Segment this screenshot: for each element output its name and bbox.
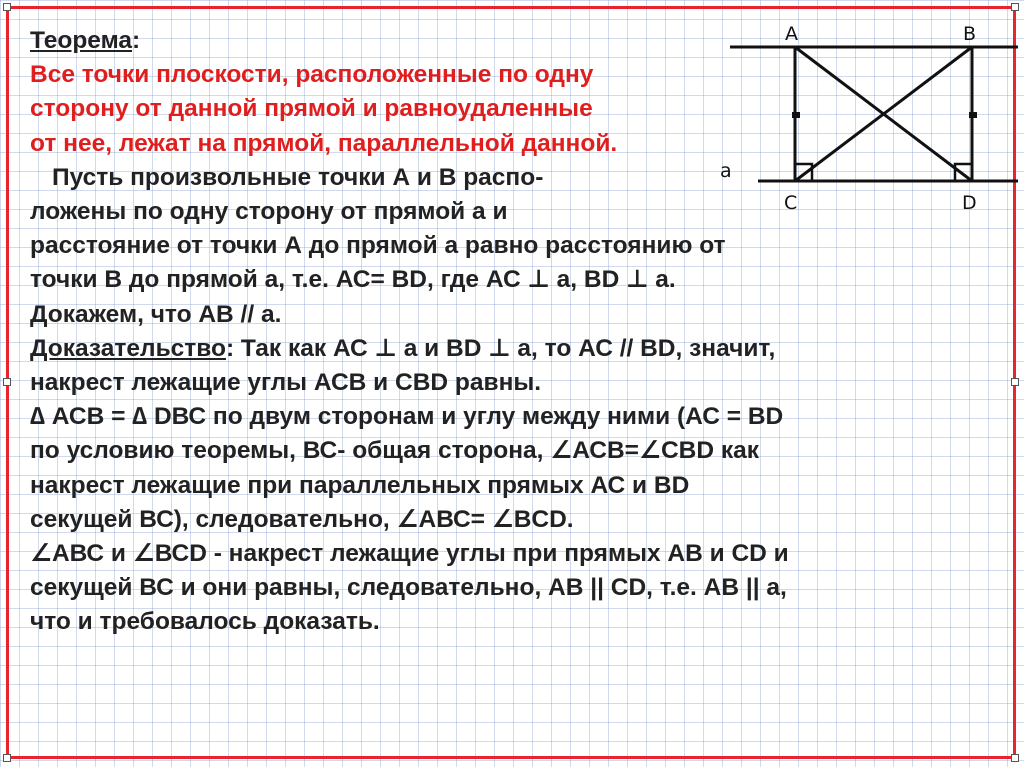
setup-line-2: ложены по одну сторону от прямой а и [30,198,508,226]
theorem-statement-line-1: Все точки плоскости, расположенные по одну [30,61,594,89]
theorem-heading-colon: : [132,27,141,54]
proof-line-6: ∠АВС и ∠ВСD - накрест лежащие углы при прямых АВ и CD и [30,540,789,568]
label-line-a: a [720,160,732,182]
theorem-statement-line-3: от нее, лежат на прямой, параллельной данной. [30,129,618,157]
theorem-heading: Теорема [30,27,133,54]
label-c-point: C [784,192,798,214]
label-b-point: B [963,23,977,45]
frame-corner-mid-left [3,378,11,386]
proof-line-3: по условию теоремы, ВС- общая сторона, ∠АСВ=∠СВD как [30,437,759,465]
frame-corner-top-left [3,3,11,11]
frame-corner-bottom-right [1011,754,1019,762]
frame-corner-top-right [1011,3,1019,11]
label-d-point: D [962,192,977,214]
setup-line-1: Пусть произвольные точки А и В распо- [52,163,544,191]
proof-line-4: накрест лежащие при параллельных прямых АС и BD [30,471,690,499]
proof-line-8: что и требовалось доказать. [30,608,380,636]
proof-line-7: секущей ВС и они равны, следовательно, АВ || СD, т.е. АВ || а, [30,574,787,602]
setup-line-5: Докажем, что АВ // а. [30,300,282,328]
frame-corner-bottom-left [3,754,11,762]
proof-first-line [30,332,1010,366]
proof-heading: Доказательство [30,334,226,362]
proof-first-line-text: : Так как АС ⊥ а и ВD ⊥ а, то АС // ВD, значит, [225,334,776,362]
setup-line-3: расстояние от точки А до прямой а равно расстоянию от [30,232,726,260]
frame-corner-mid-right [1011,378,1019,386]
proof-line-5: секущей ВС), следовательно, ∠АВС= ∠BCD. [30,505,574,533]
theorem-heading-line [30,24,1010,58]
label-a-point: A [785,23,798,45]
theorem-content [30,24,1010,640]
proof-line-2: ∆ АСВ = ∆ DВС по двум сторонам и углу между ними (АС = ВD [30,403,784,431]
proof-line-1: накрест лежащие углы АСВ и СВD равны. [30,369,542,397]
setup-line-4: точки В до прямой а, т.е. АС= ВD, где АС ⊥ а, BD ⊥ а. [30,266,676,294]
theorem-statement-line-2: сторону от данной прямой и равноудаленные [30,95,593,123]
